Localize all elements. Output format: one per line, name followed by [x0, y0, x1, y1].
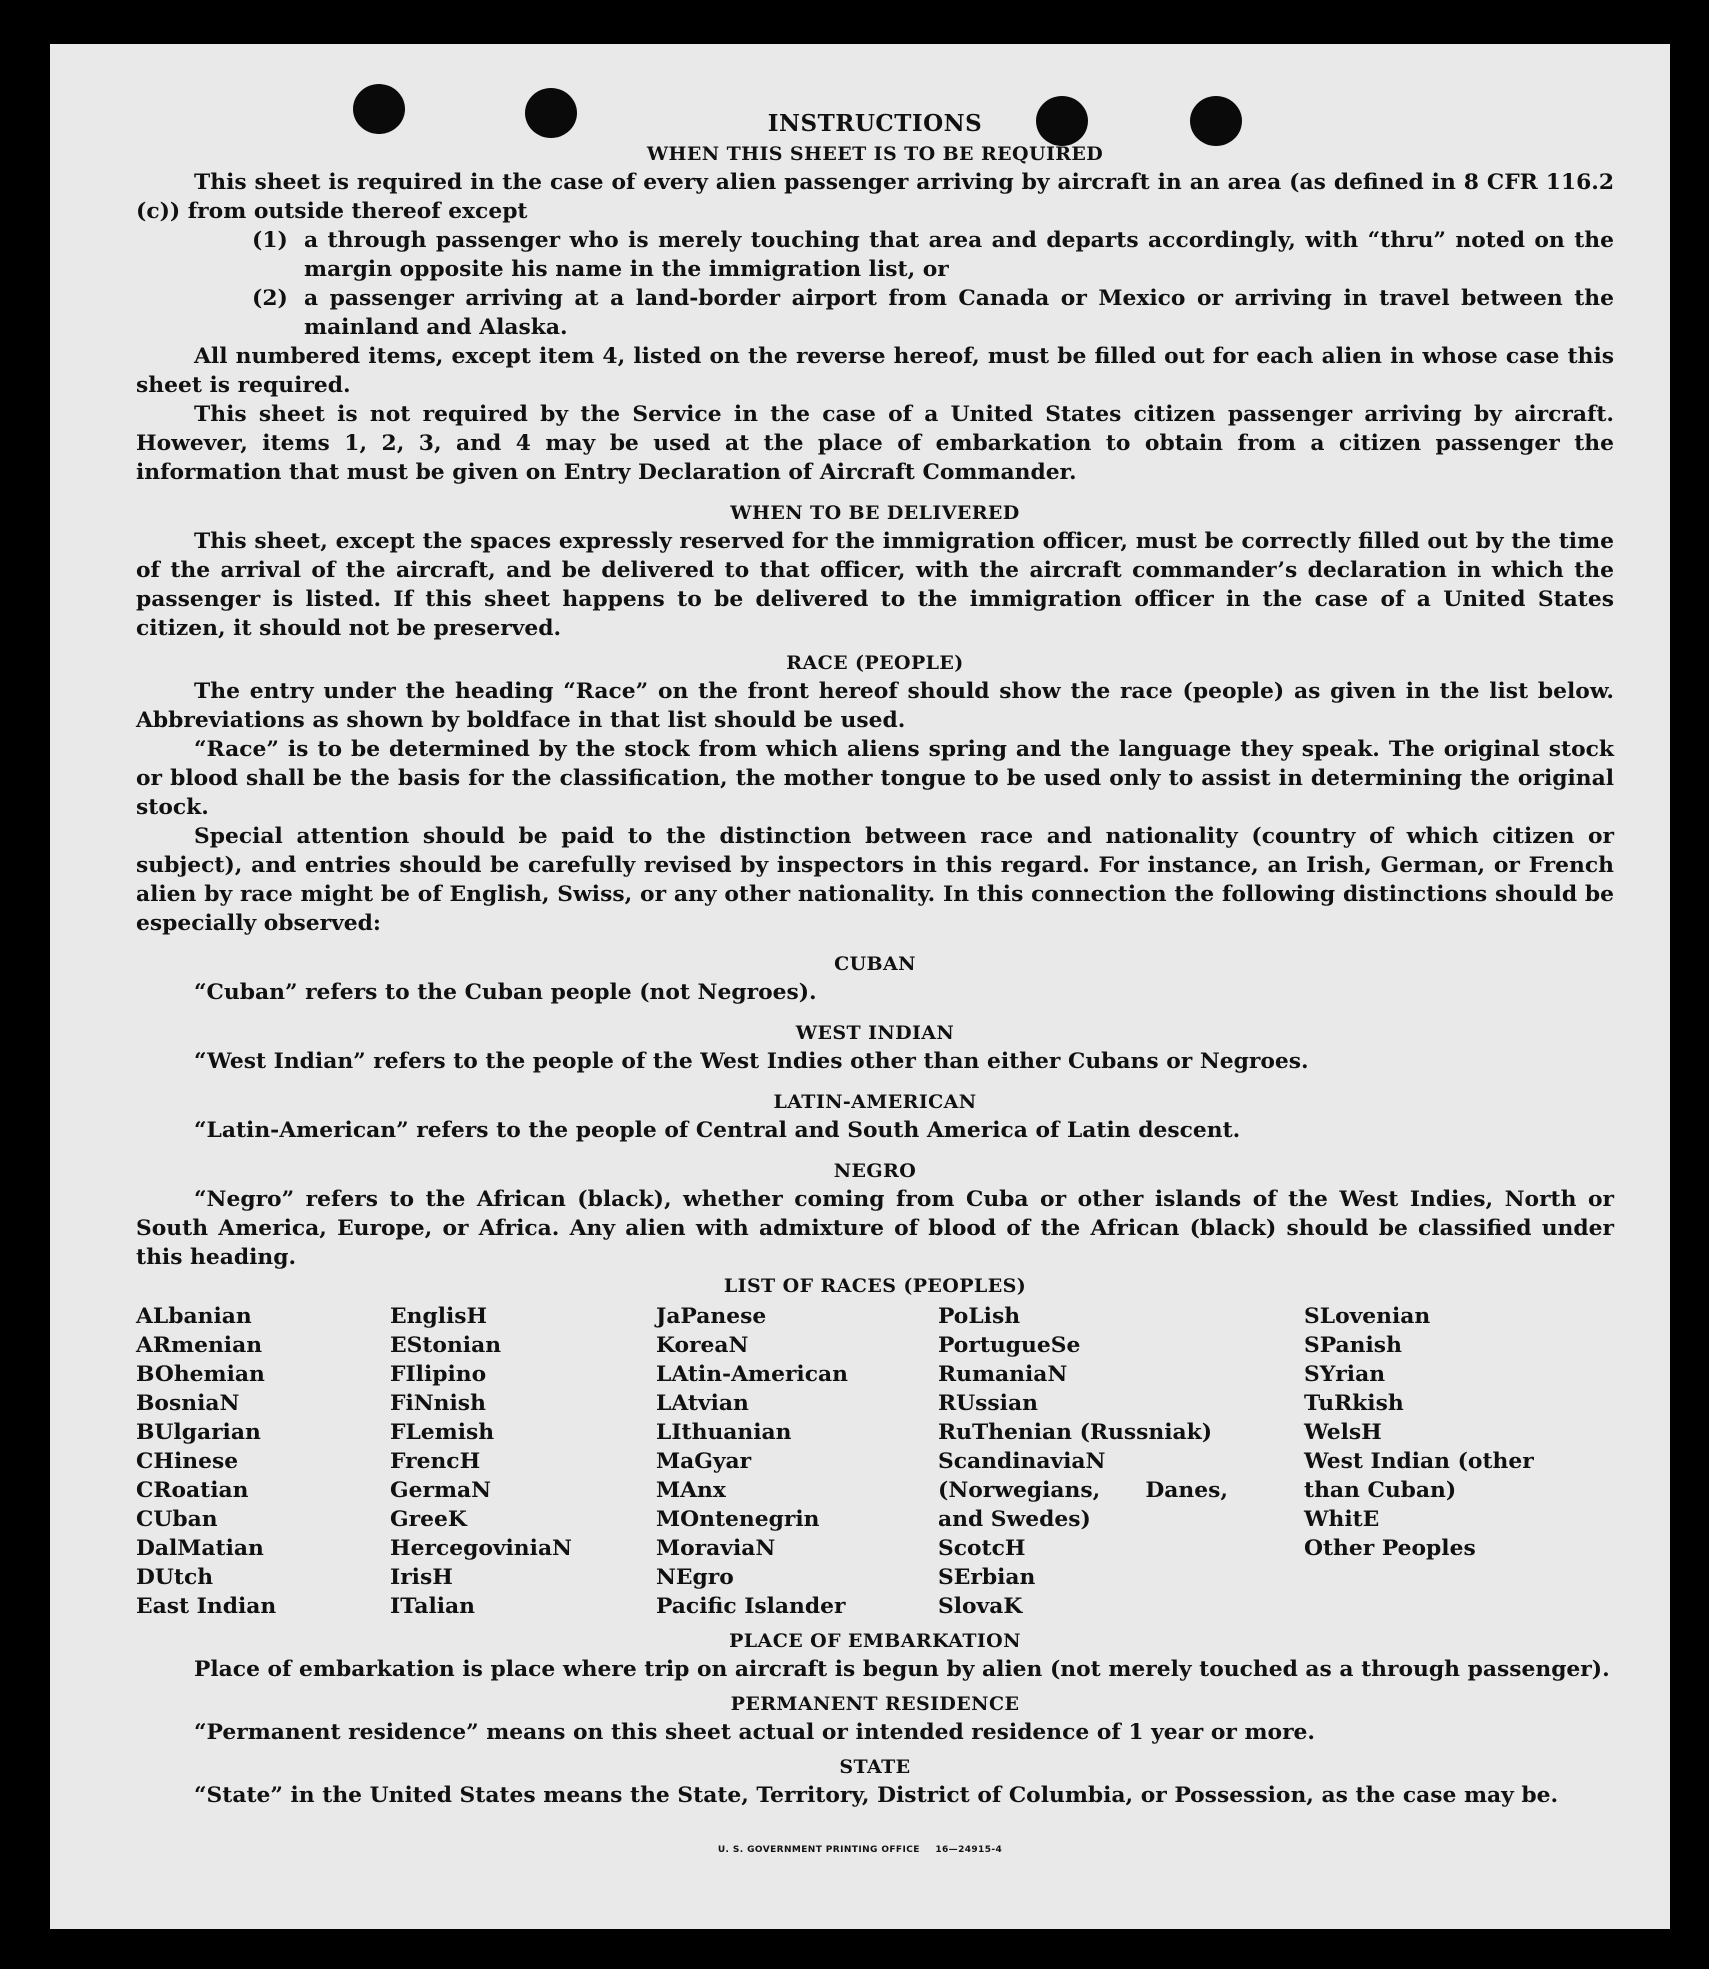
- race-entry: IrisH: [390, 1565, 453, 1590]
- race-entry: JaPanese: [656, 1304, 767, 1329]
- section-heading-embarkation: PLACE OF EMBARKATION: [729, 1630, 1021, 1652]
- race-entry: MoraviaN: [656, 1536, 776, 1561]
- race-entry: ALbanian: [136, 1304, 252, 1329]
- race-entry: ITalian: [390, 1594, 475, 1619]
- races-column-5: [1304, 1302, 1574, 1621]
- negro-paragraph: “Negro” refers to the African (black), whether coming from Cuba or other islands of the West Indies, North or South America, Europe, or Africa. Any alien with admixture of blood of the African (black) should be classified under this heading.: [136, 1187, 1614, 1270]
- cuban-paragraph: “Cuban” refers to the Cuban people (not Negroes).: [194, 980, 817, 1005]
- race-entry: MOntenegrin: [656, 1507, 820, 1532]
- race-entry: SLovenian: [1304, 1304, 1431, 1329]
- race-entry: GreeK: [390, 1507, 467, 1532]
- page-title: INSTRUCTIONS: [767, 110, 983, 137]
- race-entry: CRoatian: [136, 1478, 249, 1503]
- race-entry: SYrian: [1304, 1362, 1386, 1387]
- race-entry: DUtch: [136, 1565, 214, 1590]
- section-heading-required: WHEN THIS SHEET IS TO BE REQUIRED: [646, 143, 1104, 165]
- race-entry: Other Peoples: [1304, 1536, 1476, 1561]
- race-entry: MaGyar: [656, 1449, 752, 1474]
- embarkation-paragraph: Place of embarkation is place where trip on aircraft is begun by alien (not merely touched as a through passenger).: [194, 1657, 1610, 1682]
- section-heading-race: RACE (PEOPLE): [786, 652, 964, 674]
- race-entry: BOhemian: [136, 1362, 265, 1387]
- race-entry: SlovaK: [938, 1594, 1023, 1619]
- race-entry: WhitE: [1304, 1507, 1380, 1532]
- section-heading-delivered: WHEN TO BE DELIVERED: [730, 502, 1020, 524]
- race-entry: HercegoviniaN: [390, 1536, 572, 1561]
- race-entry: FIlipino: [390, 1362, 487, 1387]
- item-number: (1): [252, 228, 288, 253]
- race-paragraph-2: “Race” is to be determined by the stock from which aliens spring and the language they speak. The original stock or blood shall be the basis for the classification, the mother tongue to be used only to assist in determining the original stock.: [136, 737, 1614, 820]
- race-entry: ARmenian: [136, 1333, 263, 1358]
- race-entry: TuRkish: [1304, 1391, 1404, 1416]
- race-entry: ScotcH: [938, 1536, 1026, 1561]
- section-heading-latin-american: LATIN-AMERICAN: [773, 1091, 977, 1113]
- item-text: a passenger arriving at a land-border airport from Canada or Mexico or arriving in travel between the mainland and Alaska.: [304, 286, 1614, 340]
- race-entry: LAtin-American: [656, 1362, 848, 1387]
- printer-name: U. S. GOVERNMENT PRINTING OFFICE: [717, 1845, 920, 1855]
- race-entry: PoLish: [938, 1304, 1021, 1329]
- race-entry: CHinese: [136, 1449, 239, 1474]
- race-paragraph-1: The entry under the heading “Race” on the front hereof should show the race (people) as given in the list below. Abbreviations as shown by boldface in that list should be used.: [136, 679, 1614, 733]
- item-text: a through passenger who is merely touching that area and departs accordingly, with “thru” noted on the margin opposite his name in the immigration list, or: [304, 228, 1614, 282]
- race-entry: LAtvian: [656, 1391, 749, 1416]
- race-entry: DalMatian: [136, 1536, 264, 1561]
- west-indian-paragraph: “West Indian” refers to the people of the West Indies other than either Cubans or Negroes.: [194, 1049, 1309, 1074]
- section-heading-west-indian: WEST INDIAN: [795, 1022, 955, 1044]
- section-heading-list-of-races: LIST OF RACES (PEOPLES): [723, 1275, 1027, 1297]
- races-column-2: [390, 1302, 656, 1621]
- race-entry: EnglisH: [390, 1304, 488, 1329]
- races-list: [136, 1302, 1614, 1621]
- instructions-content: [136, 108, 1614, 1810]
- exception-item: [252, 226, 1614, 284]
- required-paragraph-3: This sheet is not required by the Service in the case of a United States citizen passenger arriving by aircraft. However, items 1, 2, 3, and 4 may be used at the place of embarkation to obtain from a citizen passenger the information that must be given on Entry Declaration of Aircraft Commander.: [136, 402, 1614, 485]
- section-heading-state: STATE: [839, 1756, 911, 1778]
- race-entry: ScandinaviaN (Norwegians, Danes, and Swedes): [938, 1449, 1228, 1532]
- section-heading-cuban: CUBAN: [834, 953, 916, 975]
- required-paragraph-2: All numbered items, except item 4, listed on the reverse hereof, must be filled out for each alien in whose case this sheet is required.: [136, 344, 1614, 398]
- race-entry: Pacific Islander: [656, 1594, 846, 1619]
- state-paragraph: “State” in the United States means the State, Territory, District of Columbia, or Possession, as the case may be.: [194, 1783, 1559, 1808]
- race-entry: MAnx: [656, 1478, 726, 1503]
- item-number: (2): [252, 286, 288, 311]
- latin-american-paragraph: “Latin-American” refers to the people of Central and South America of Latin descent.: [194, 1118, 1241, 1143]
- race-entry: RuThenian (Russniak): [938, 1420, 1213, 1445]
- race-entry: LIthuanian: [656, 1420, 792, 1445]
- race-entry: GermaN: [390, 1478, 492, 1503]
- race-entry: BosniaN: [136, 1391, 240, 1416]
- race-entry: SErbian: [938, 1565, 1036, 1590]
- races-column-4: [938, 1302, 1304, 1621]
- race-entry: BUlgarian: [136, 1420, 261, 1445]
- exception-item: [252, 284, 1614, 342]
- section-heading-negro: NEGRO: [833, 1160, 917, 1182]
- races-column-3: [656, 1302, 938, 1621]
- required-paragraph-1: This sheet is required in the case of every alien passenger arriving by aircraft in an area (as defined in 8 CFR 116.2 (c)) from outside thereof except: [136, 170, 1614, 224]
- race-entry: EStonian: [390, 1333, 502, 1358]
- race-entry: KoreaN: [656, 1333, 749, 1358]
- race-entry: WelsH: [1304, 1420, 1382, 1445]
- document-sheet: [50, 44, 1670, 1929]
- race-entry: NEgro: [656, 1565, 734, 1590]
- race-paragraph-3: Special attention should be paid to the distinction between race and nationality (country of which citizen or subject), and entries should be carefully revised by inspectors in this regard. For instance, an Irish, German, or French alien by race might be of English, Swiss, or any other nationality. In this connection the following distinctions should be especially observed:: [136, 824, 1614, 936]
- race-entry: RumaniaN: [938, 1362, 1068, 1387]
- race-entry: PortugueSe: [938, 1333, 1081, 1358]
- form-code: 16—24915-4: [935, 1845, 1003, 1855]
- races-column-1: [136, 1302, 390, 1621]
- race-entry: FiNnish: [390, 1391, 486, 1416]
- section-heading-residence: PERMANENT RESIDENCE: [730, 1693, 1020, 1715]
- race-entry: SPanish: [1304, 1333, 1402, 1358]
- race-entry: CUban: [136, 1507, 218, 1532]
- printer-footer: [50, 1845, 1670, 1855]
- race-entry: West Indian (other than Cuban): [1304, 1449, 1534, 1503]
- race-entry: RUssian: [938, 1391, 1038, 1416]
- race-entry: FLemish: [390, 1420, 495, 1445]
- race-entry: FrencH: [390, 1449, 481, 1474]
- race-entry: East Indian: [136, 1594, 277, 1619]
- delivered-paragraph: This sheet, except the spaces expressly reserved for the immigration officer, must be correctly filled out by the time of the arrival of the aircraft, and be delivered to that officer, with the aircraft commander’s declaration in which the passenger is listed. If this sheet happens to be delivered to the immigration officer in the case of a United States citizen, it should not be preserved.: [136, 529, 1614, 641]
- residence-paragraph: “Permanent residence” means on this sheet actual or intended residence of 1 year or more.: [194, 1720, 1316, 1745]
